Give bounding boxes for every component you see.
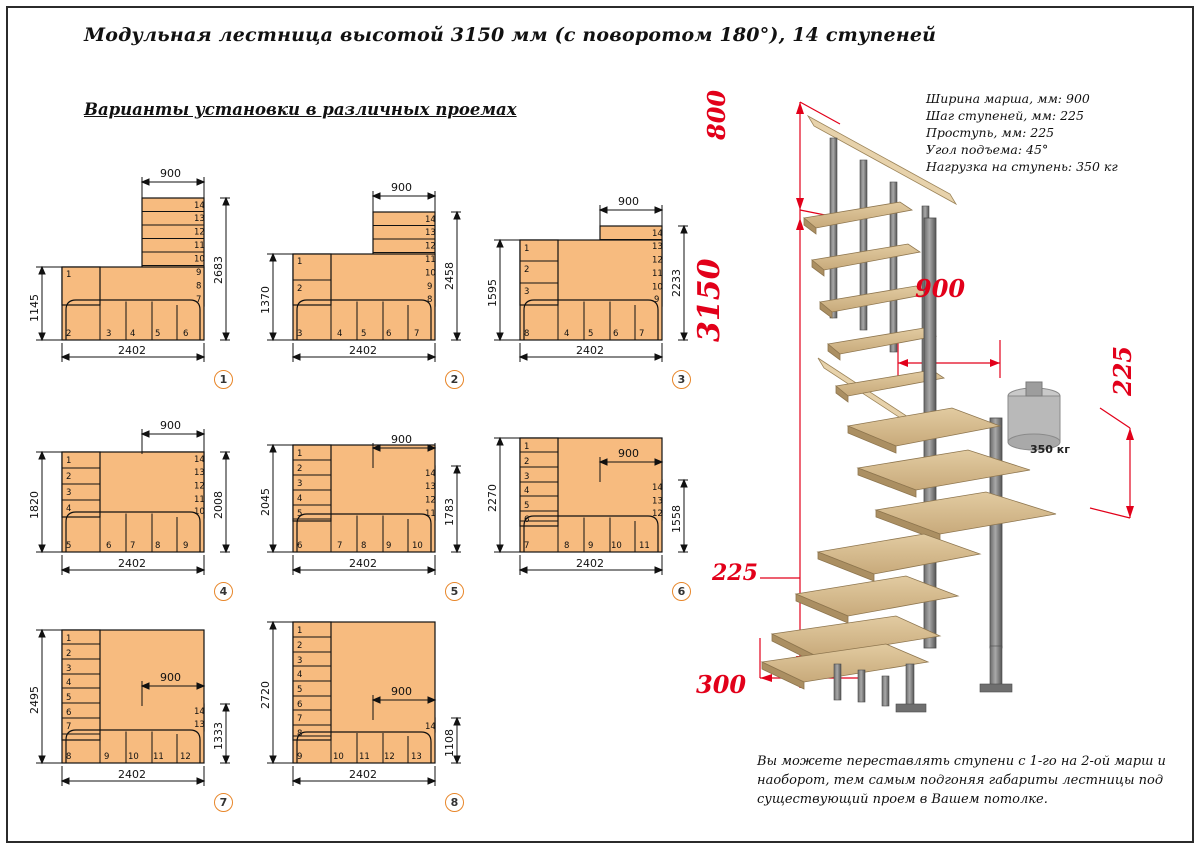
svg-text:2: 2 xyxy=(524,265,530,275)
variant-2-plan xyxy=(245,160,485,395)
spec-line-step: Шаг ступеней, мм: 225 xyxy=(926,108,1084,123)
svg-text:6: 6 xyxy=(386,329,392,339)
svg-text:2402: 2402 xyxy=(118,768,146,781)
stair-3d-render xyxy=(692,78,1200,758)
dim-300: 300 xyxy=(696,670,747,699)
svg-text:1: 1 xyxy=(297,257,303,267)
svg-text:1783: 1783 xyxy=(443,498,456,526)
variant-7-badge[interactable]: 7 xyxy=(214,793,233,812)
variant-5-badge[interactable]: 5 xyxy=(445,582,464,601)
svg-text:2008: 2008 xyxy=(212,491,225,519)
svg-text:900: 900 xyxy=(160,671,181,684)
svg-text:2: 2 xyxy=(297,641,303,651)
svg-text:10: 10 xyxy=(652,282,663,293)
variant-3-plan xyxy=(476,160,712,395)
svg-text:12: 12 xyxy=(652,255,663,266)
svg-text:9: 9 xyxy=(654,295,660,305)
variant-6[interactable] xyxy=(476,390,712,620)
svg-text:900: 900 xyxy=(391,181,412,194)
svg-text:900: 900 xyxy=(391,685,412,698)
svg-text:7: 7 xyxy=(639,329,645,339)
variant-3-badge[interactable]: 3 xyxy=(672,370,691,389)
svg-text:3: 3 xyxy=(297,329,303,339)
svg-text:13: 13 xyxy=(425,482,436,492)
svg-text:2402: 2402 xyxy=(576,557,604,570)
svg-text:5: 5 xyxy=(297,685,303,695)
svg-text:14: 14 xyxy=(425,469,436,479)
svg-text:5: 5 xyxy=(66,541,72,551)
svg-text:9: 9 xyxy=(386,541,392,551)
variant-7[interactable] xyxy=(14,600,254,830)
svg-text:4: 4 xyxy=(130,329,136,339)
svg-text:12: 12 xyxy=(194,481,205,492)
svg-text:1145: 1145 xyxy=(28,294,41,322)
variant-5[interactable] xyxy=(245,390,485,620)
svg-text:10: 10 xyxy=(611,541,622,551)
svg-text:2402: 2402 xyxy=(118,344,146,357)
svg-text:2495: 2495 xyxy=(28,686,41,714)
spec-line-angle: Угол подъема: 45° xyxy=(926,142,1049,157)
svg-text:900: 900 xyxy=(160,419,181,432)
svg-text:13: 13 xyxy=(411,752,422,762)
svg-text:2: 2 xyxy=(524,457,530,467)
svg-text:6: 6 xyxy=(297,700,303,710)
svg-text:2: 2 xyxy=(297,464,303,474)
svg-text:8: 8 xyxy=(361,541,367,551)
svg-text:1: 1 xyxy=(66,456,72,466)
svg-text:5: 5 xyxy=(66,693,72,703)
svg-text:14: 14 xyxy=(194,201,205,211)
load-label: 350 кг xyxy=(1030,443,1071,456)
svg-text:2458: 2458 xyxy=(443,262,456,290)
dim-900: 900 xyxy=(915,274,966,303)
svg-text:6: 6 xyxy=(106,541,112,551)
svg-text:4: 4 xyxy=(524,486,530,496)
svg-text:5: 5 xyxy=(297,509,303,519)
svg-text:9: 9 xyxy=(183,541,189,551)
svg-text:12: 12 xyxy=(180,752,191,762)
svg-text:11: 11 xyxy=(153,752,164,762)
svg-text:3: 3 xyxy=(106,329,112,339)
svg-text:6: 6 xyxy=(613,329,619,339)
svg-text:11: 11 xyxy=(652,269,663,279)
variant-1-plan xyxy=(14,160,254,395)
svg-text:4: 4 xyxy=(66,504,72,514)
svg-text:9: 9 xyxy=(427,282,433,292)
svg-text:10: 10 xyxy=(194,254,205,265)
svg-text:2402: 2402 xyxy=(576,344,604,357)
svg-text:9: 9 xyxy=(104,752,110,762)
svg-text:6: 6 xyxy=(524,515,530,525)
variant-2[interactable] xyxy=(245,160,485,395)
svg-text:9: 9 xyxy=(297,752,303,762)
svg-text:2402: 2402 xyxy=(349,344,377,357)
svg-text:6: 6 xyxy=(183,329,189,339)
svg-text:7: 7 xyxy=(66,722,72,732)
dim-800: 800 xyxy=(702,89,731,140)
variant-6-badge[interactable]: 6 xyxy=(672,582,691,601)
svg-text:2402: 2402 xyxy=(349,557,377,570)
svg-text:10: 10 xyxy=(425,268,436,279)
svg-text:1: 1 xyxy=(524,442,530,452)
svg-text:3: 3 xyxy=(66,488,72,498)
svg-text:2: 2 xyxy=(66,649,72,659)
svg-text:12: 12 xyxy=(384,752,395,762)
svg-text:9: 9 xyxy=(196,268,202,278)
svg-text:8: 8 xyxy=(196,281,202,292)
svg-text:4: 4 xyxy=(297,494,303,504)
svg-text:4: 4 xyxy=(337,329,343,339)
svg-text:1: 1 xyxy=(297,449,303,459)
svg-text:14: 14 xyxy=(425,722,436,732)
section-subtitle: Варианты установки в различных проемах xyxy=(84,100,517,119)
svg-text:7: 7 xyxy=(130,541,136,551)
svg-text:13: 13 xyxy=(194,468,205,478)
svg-text:3: 3 xyxy=(524,472,530,482)
svg-text:7: 7 xyxy=(196,295,202,305)
svg-text:8: 8 xyxy=(564,541,570,551)
svg-text:7: 7 xyxy=(524,541,530,551)
svg-text:4: 4 xyxy=(66,678,72,688)
svg-text:12: 12 xyxy=(425,495,436,506)
svg-text:2270: 2270 xyxy=(486,484,499,512)
svg-text:2402: 2402 xyxy=(349,768,377,781)
svg-text:14: 14 xyxy=(194,455,205,465)
svg-text:900: 900 xyxy=(618,447,639,460)
svg-text:1820: 1820 xyxy=(28,491,41,519)
svg-text:11: 11 xyxy=(194,495,205,505)
svg-text:11: 11 xyxy=(194,241,205,251)
svg-text:8: 8 xyxy=(155,541,161,551)
svg-text:3: 3 xyxy=(297,479,303,489)
spec-line-load: Нагрузка на ступень: 350 кг xyxy=(926,159,1118,174)
svg-text:2683: 2683 xyxy=(212,256,225,284)
variant-3[interactable] xyxy=(476,160,712,395)
svg-text:8: 8 xyxy=(524,329,530,339)
footnote-text: Вы можете переставлять ступени с 1-го на 2-ой марш и наоборот, тем самым подгоняя габариты лестницы под существующий проем в Вашем потолке. xyxy=(757,754,1166,807)
svg-text:2: 2 xyxy=(66,329,72,339)
svg-text:10: 10 xyxy=(333,752,344,762)
svg-text:1333: 1333 xyxy=(212,722,225,750)
svg-text:5: 5 xyxy=(155,329,161,339)
svg-text:10: 10 xyxy=(412,541,423,551)
svg-text:11: 11 xyxy=(359,752,370,762)
svg-text:13: 13 xyxy=(652,496,663,507)
svg-text:12: 12 xyxy=(194,227,205,238)
svg-text:8: 8 xyxy=(66,752,72,762)
page-title: Модульная лестница высотой 3150 мм (с поворотом 180°), 14 ступеней xyxy=(84,24,937,46)
svg-text:11: 11 xyxy=(425,255,436,265)
svg-text:14: 14 xyxy=(652,483,663,493)
svg-text:7: 7 xyxy=(414,329,420,339)
svg-text:5: 5 xyxy=(524,501,530,511)
spec-line-tread: Проступь, мм: 225 xyxy=(926,125,1055,140)
svg-text:8: 8 xyxy=(297,729,303,739)
svg-text:6: 6 xyxy=(297,541,303,551)
svg-text:4: 4 xyxy=(564,329,570,339)
svg-text:1: 1 xyxy=(66,270,72,280)
svg-text:2045: 2045 xyxy=(259,488,272,516)
svg-text:3: 3 xyxy=(66,664,72,674)
svg-text:5: 5 xyxy=(361,329,367,339)
svg-text:14: 14 xyxy=(652,229,663,239)
svg-text:3: 3 xyxy=(524,287,530,297)
svg-text:1108: 1108 xyxy=(443,729,456,757)
svg-text:13: 13 xyxy=(425,228,436,238)
svg-text:11: 11 xyxy=(425,509,436,519)
svg-text:8: 8 xyxy=(427,295,433,305)
svg-text:1: 1 xyxy=(66,634,72,644)
variant-1-badge[interactable]: 1 xyxy=(214,370,233,389)
svg-text:2233: 2233 xyxy=(670,269,683,297)
svg-text:9: 9 xyxy=(588,541,594,551)
variant-4-badge[interactable]: 4 xyxy=(214,582,233,601)
svg-text:13: 13 xyxy=(194,720,205,730)
svg-text:900: 900 xyxy=(391,433,412,446)
svg-text:900: 900 xyxy=(160,167,181,180)
svg-text:1: 1 xyxy=(524,244,530,254)
svg-text:13: 13 xyxy=(194,214,205,224)
svg-text:2720: 2720 xyxy=(259,681,272,709)
svg-text:900: 900 xyxy=(618,195,639,208)
svg-text:14: 14 xyxy=(425,215,436,225)
svg-text:7: 7 xyxy=(337,541,343,551)
svg-text:3: 3 xyxy=(297,656,303,666)
variant-4[interactable] xyxy=(14,390,254,620)
svg-text:1: 1 xyxy=(297,626,303,636)
svg-text:7: 7 xyxy=(297,714,303,724)
svg-text:11: 11 xyxy=(639,541,650,551)
spec-line-width: Ширина марша, мм: 900 xyxy=(926,91,1090,106)
svg-text:10: 10 xyxy=(194,507,205,517)
variant-8-badge[interactable]: 8 xyxy=(445,793,464,812)
svg-text:2: 2 xyxy=(297,284,303,294)
dim-3150: 3150 xyxy=(692,258,727,342)
variant-2-badge[interactable]: 2 xyxy=(445,370,464,389)
svg-text:1558: 1558 xyxy=(670,505,683,533)
svg-text:14: 14 xyxy=(194,707,205,717)
svg-text:5: 5 xyxy=(588,329,594,339)
variant-1[interactable] xyxy=(14,160,254,395)
svg-text:13: 13 xyxy=(652,242,663,252)
stair-3d-illustration xyxy=(700,78,1200,758)
svg-text:12: 12 xyxy=(652,509,663,519)
svg-text:4: 4 xyxy=(297,670,303,680)
svg-text:2: 2 xyxy=(66,472,72,482)
dim-225-left: 225 xyxy=(712,560,758,586)
variant-8[interactable] xyxy=(245,600,485,830)
svg-text:6: 6 xyxy=(66,708,72,718)
svg-text:12: 12 xyxy=(425,241,436,252)
dim-225-right: 225 xyxy=(1108,345,1137,396)
svg-text:1370: 1370 xyxy=(259,286,272,314)
svg-text:2402: 2402 xyxy=(118,557,146,570)
svg-text:1595: 1595 xyxy=(486,279,499,307)
svg-text:10: 10 xyxy=(128,752,139,762)
